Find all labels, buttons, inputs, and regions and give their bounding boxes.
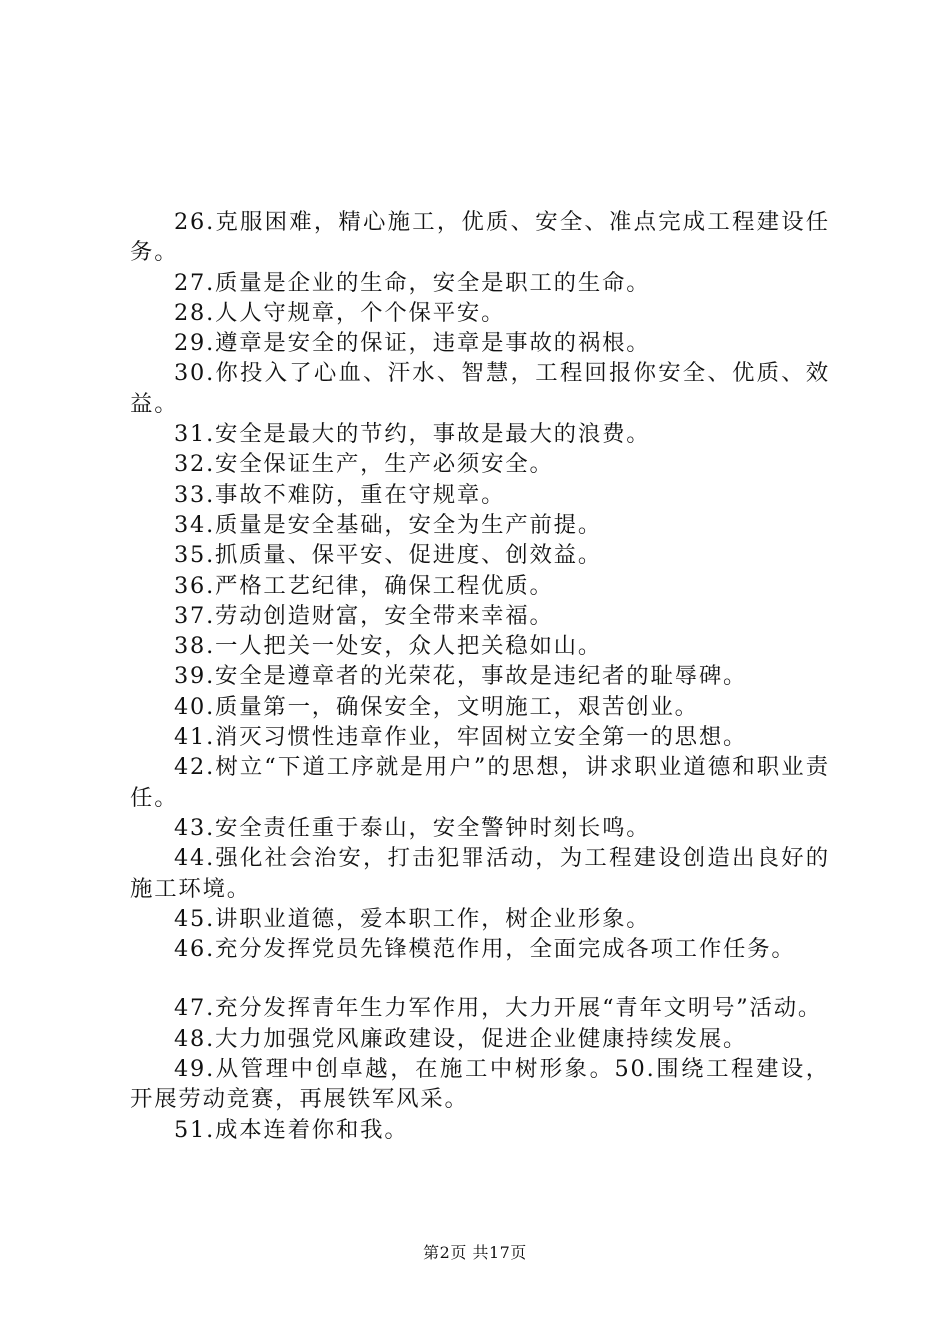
item-text: 消灭习惯性违章作业，牢固树立安全第一的思想。	[215, 724, 748, 751]
item-number: 38.	[174, 633, 216, 660]
item-number: 49.	[174, 1056, 216, 1083]
item-text: 一人把关一处安，众人把关稳如山。	[215, 633, 603, 660]
item-text: 你投入了心血、汗水、智慧，工程回报你安全、优质、效益。	[130, 360, 830, 417]
list-item	[130, 601, 830, 631]
item-number: 51.	[174, 1116, 216, 1143]
list-item	[130, 449, 830, 479]
item-text: 克服困难，精心施工，优质、安全、准点完成工程建设任务。	[130, 209, 830, 266]
page-footer	[0, 1243, 950, 1263]
list-item	[130, 752, 830, 813]
item-number: 36.	[174, 572, 216, 599]
item-number: 37.	[174, 602, 216, 629]
list-item	[130, 661, 830, 691]
list-item	[130, 993, 830, 1023]
list-item	[130, 1024, 830, 1054]
item-text: 充分发挥青年生力军作用，大力开展“青年文明号”活动。	[215, 995, 823, 1022]
list-item	[130, 268, 830, 298]
list-item	[130, 934, 830, 964]
item-text: 安全是最大的节约，事故是最大的浪费。	[215, 421, 651, 448]
item-number: 31.	[174, 421, 216, 448]
item-text: 强化社会治安，打击犯罪活动，为工程建设创造出良好的施工环境。	[130, 845, 830, 902]
item-number: 26.	[174, 209, 216, 235]
item-text: 安全是遵章者的光荣花，事故是违纪者的耻辱碑。	[215, 663, 748, 690]
item-number: 43.	[174, 814, 216, 841]
item-number: 32.	[174, 451, 216, 478]
page-number-label: 第2页 共17页	[423, 1243, 527, 1262]
item-number: 41.	[174, 724, 216, 751]
item-text: 人人守规章，个个保平安。	[215, 299, 506, 326]
list-item	[130, 328, 830, 358]
item-text: 事故不难防，重在守规章。	[215, 481, 506, 508]
list-item	[130, 722, 830, 752]
item-text: 成本连着你和我。	[215, 1116, 409, 1143]
item-text: 大力加强党风廉政建设，促进企业健康持续发展。	[215, 1025, 748, 1052]
item-text: 质量第一，确保安全，文明施工，艰苦创业。	[215, 693, 699, 720]
item-number: 29.	[174, 330, 216, 357]
item-text: 讲职业道德，爱本职工作，树企业形象。	[215, 905, 651, 932]
item-text: 质量是安全基础，安全为生产前提。	[215, 511, 603, 538]
list-item	[130, 904, 830, 934]
list-item	[130, 571, 830, 601]
item-text: 充分发挥党员先锋模范作用，全面完成各项工作任务。	[215, 936, 796, 963]
item-number: 35.	[174, 542, 216, 569]
document-body	[130, 207, 830, 1145]
list-item	[130, 540, 830, 570]
item-number: 45.	[174, 905, 216, 932]
item-text: 树立“下道工序就是用户”的思想，讲求职业道德和职业责任。	[130, 754, 830, 811]
item-number: 28.	[174, 299, 216, 326]
item-text: 抓质量、保平安、促进度、创效益。	[215, 542, 603, 569]
item-text: 安全责任重于泰山，安全警钟时刻长鸣。	[215, 814, 651, 841]
item-number: 30.	[174, 360, 216, 387]
list-item	[130, 419, 830, 449]
list-item	[130, 480, 830, 510]
list-item	[130, 813, 830, 843]
list-item	[130, 1054, 830, 1115]
item-text: 劳动创造财富，安全带来幸福。	[215, 602, 554, 629]
item-number: 40.	[174, 693, 216, 720]
list-item	[130, 692, 830, 722]
item-number: 27.	[174, 269, 216, 296]
item-text: 严格工艺纪律，确保工程优质。	[215, 572, 554, 599]
list-item	[130, 298, 830, 328]
item-text: 安全保证生产，生产必须安全。	[215, 451, 554, 478]
list-item	[130, 207, 830, 268]
item-text: 质量是企业的生命，安全是职工的生命。	[215, 269, 651, 296]
list-item	[130, 1115, 830, 1145]
list-item	[130, 358, 830, 419]
item-number: 48.	[174, 1025, 216, 1052]
list-item	[130, 843, 830, 904]
item-number: 33.	[174, 481, 216, 508]
item-number: 46.	[174, 936, 216, 963]
item-number: 34.	[174, 511, 216, 538]
list-item	[130, 510, 830, 540]
item-number: 42.	[174, 754, 216, 781]
list-item	[130, 631, 830, 661]
item-text: 从管理中创卓越，在施工中树形象。50.围绕工程建设，开展劳动竞赛，再展铁军风采。	[130, 1056, 830, 1113]
item-number: 44.	[174, 845, 216, 872]
item-number: 47.	[174, 995, 216, 1022]
item-number: 39.	[174, 663, 216, 690]
item-text: 遵章是安全的保证，违章是事故的祸根。	[215, 330, 651, 357]
